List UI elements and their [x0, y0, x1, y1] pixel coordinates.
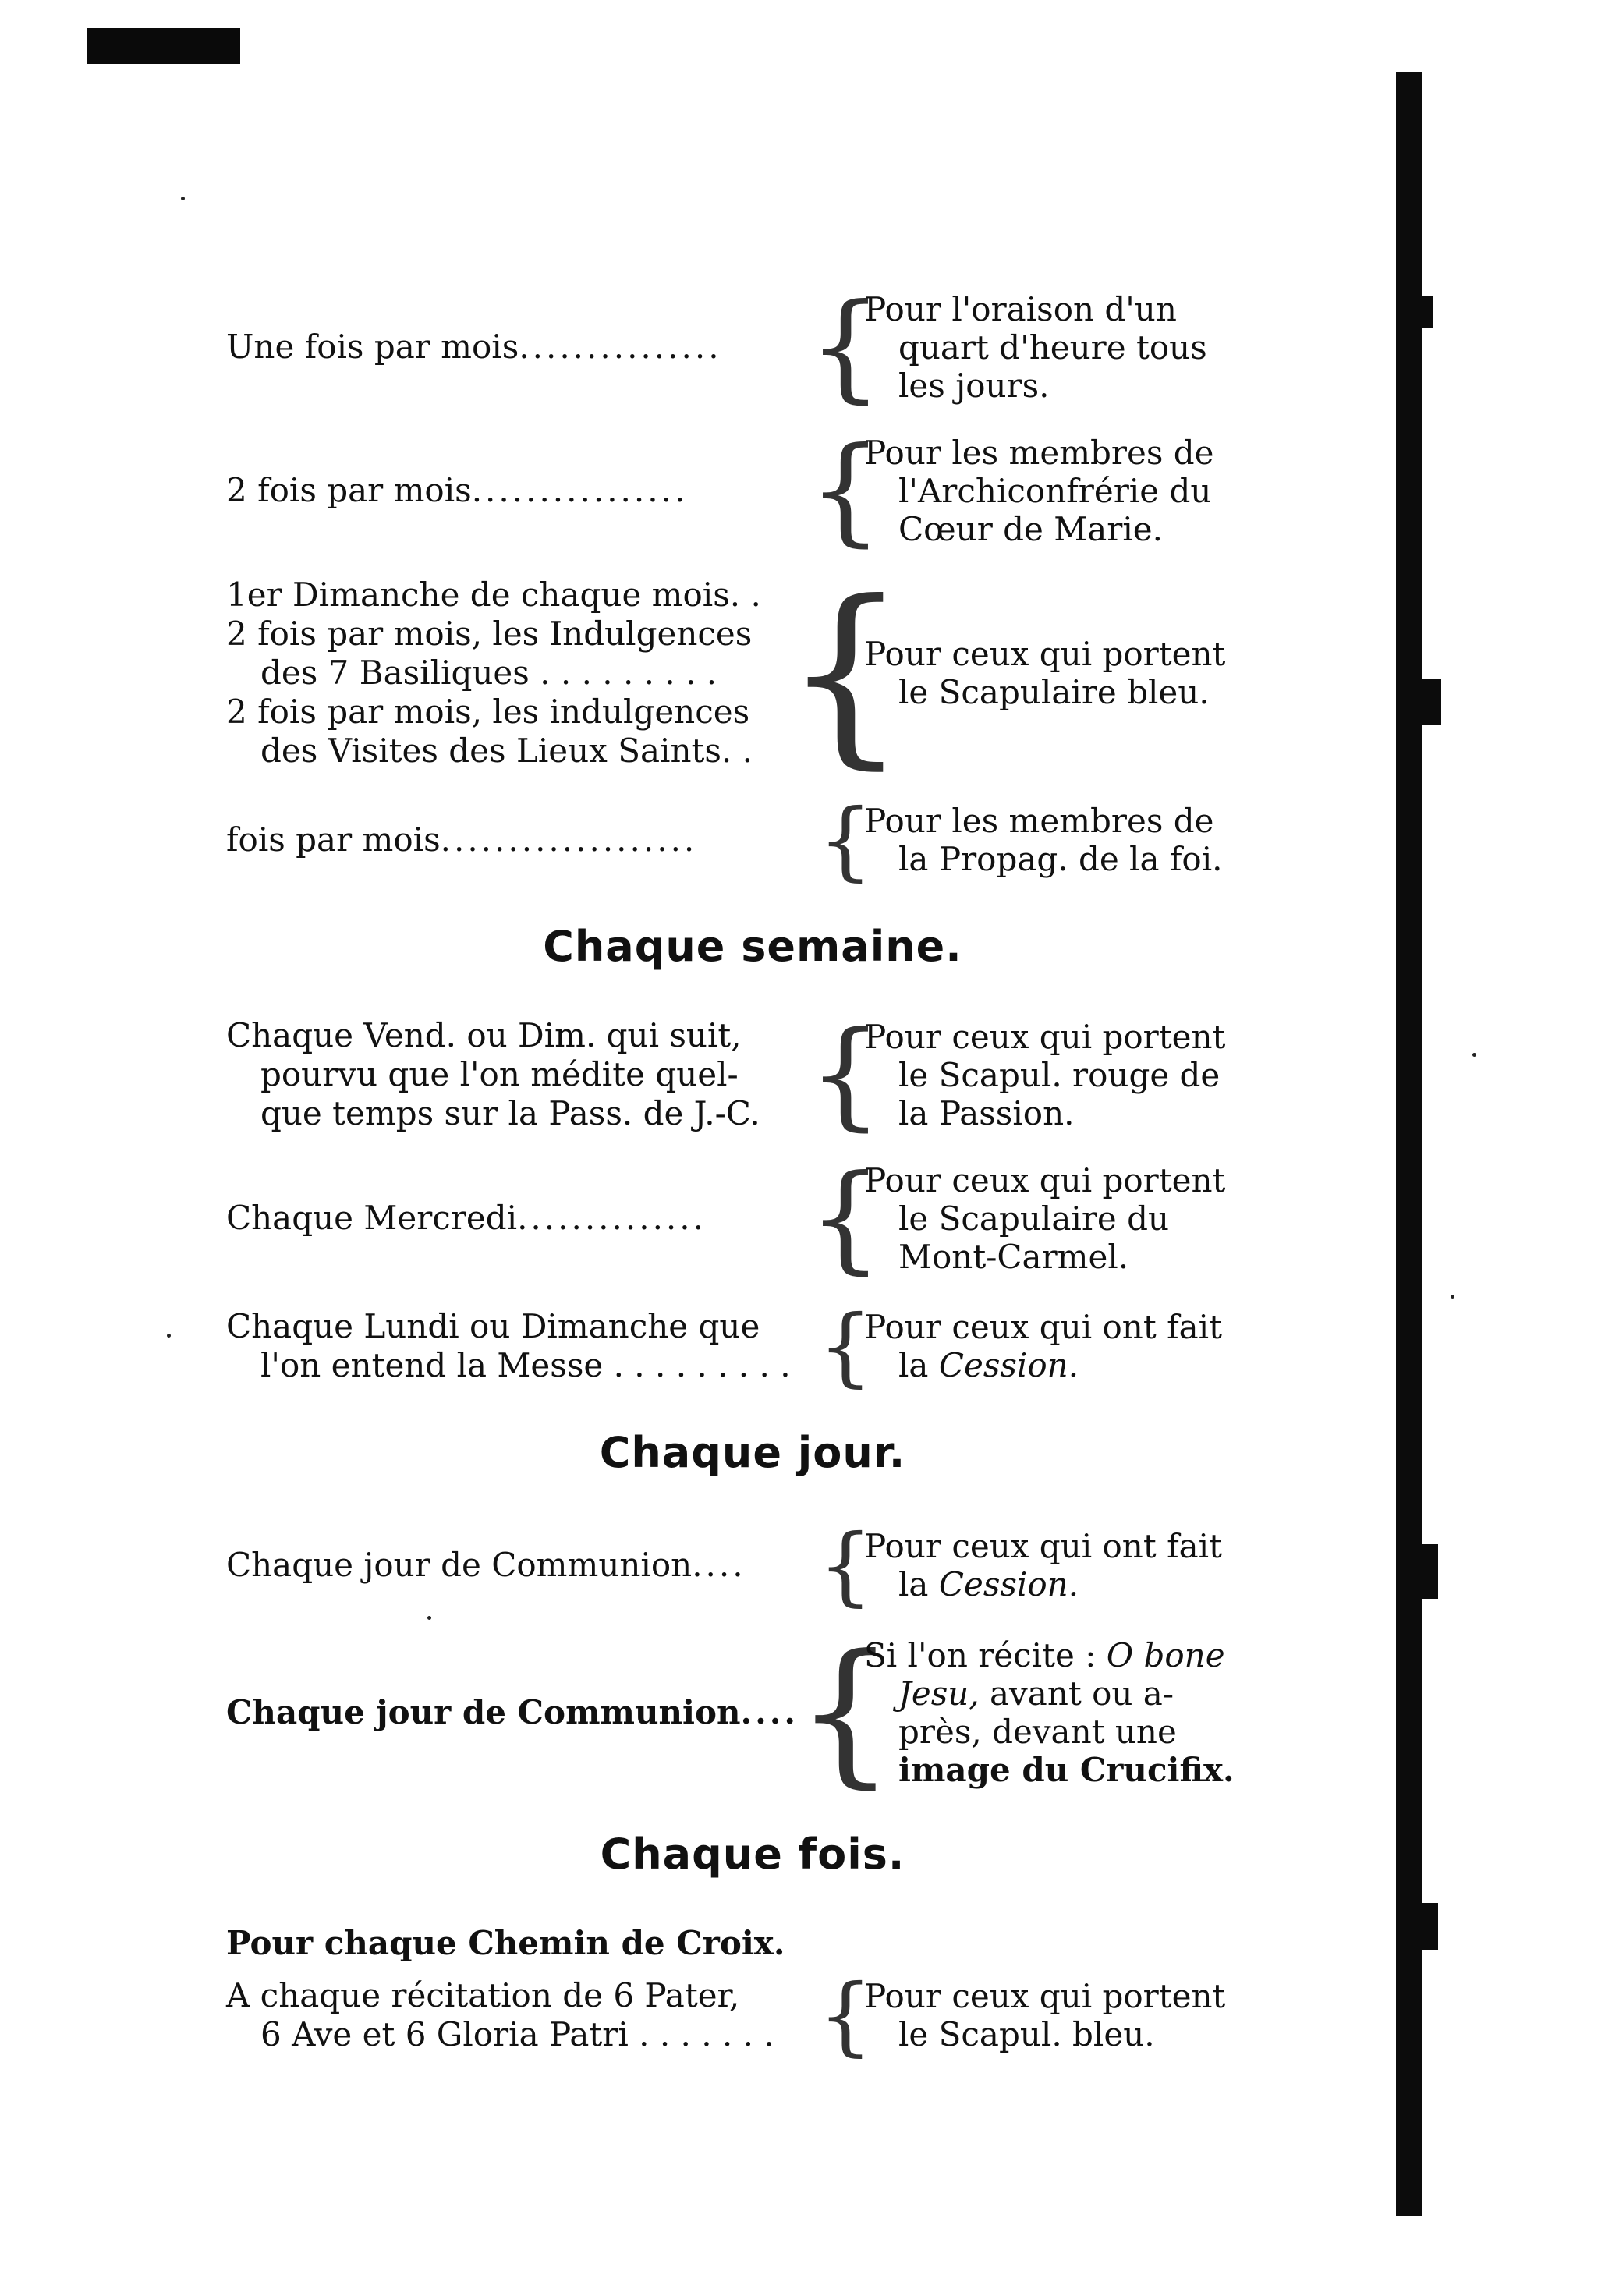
- paper-speck: [181, 197, 185, 200]
- frequency-line: 2 fois par mois, les Indulgences: [226, 615, 753, 653]
- table-row: [226, 1007, 1279, 1143]
- brace-icon: {: [818, 1296, 873, 1396]
- condition-line: Pour ceux qui portent: [864, 1160, 1226, 1199]
- condition-italic: Cession.: [938, 1346, 1079, 1384]
- spine-blot: [1410, 1544, 1438, 1599]
- indulgence-table: [226, 279, 1279, 2085]
- table-row: [226, 559, 1279, 786]
- brace-icon: {: [808, 423, 883, 558]
- standalone-entry: Pour chaque Chemin de Croix.: [226, 1924, 785, 1962]
- entry-frequency: [226, 471, 827, 510]
- paper-speck: [1451, 1295, 1454, 1299]
- spine-blot: [1410, 296, 1433, 328]
- entry-frequency: [226, 328, 827, 367]
- leader-dots: ..............: [517, 1199, 707, 1237]
- condition-line: la Propag. de la foi.: [898, 840, 1223, 878]
- condition-line: la Passion.: [898, 1093, 1075, 1132]
- condition-line: Pour les membres de: [864, 433, 1214, 472]
- leader-dots: ....: [692, 1546, 746, 1584]
- brace-icon: {: [808, 1007, 883, 1143]
- brace-icon: {: [808, 1150, 883, 1286]
- condition-line: image du Crucifix.: [898, 1751, 1235, 1789]
- section-title-weekly: Chaque semaine.: [543, 922, 962, 971]
- table-row: [226, 1621, 1279, 1803]
- condition-italic: O bone: [1106, 1636, 1225, 1674]
- condition-text: avant ou a-: [979, 1674, 1174, 1713]
- frequency-line: que temps sur la Pass. de J.-C.: [260, 1094, 760, 1132]
- leader-dots: ...............: [519, 328, 722, 366]
- entry-condition: [864, 1977, 1270, 2053]
- condition-line: [864, 1565, 1270, 1603]
- condition-line: Pour ceux qui ont fait: [864, 1308, 1222, 1346]
- entry-condition: [864, 635, 1270, 711]
- frequency-text: Chaque Mercredi: [226, 1199, 518, 1237]
- entry-frequency: [226, 1016, 827, 1133]
- condition-line: Pour ceux qui portent: [864, 635, 1226, 673]
- frequency-line: Chaque Lundi ou Dimanche que: [226, 1307, 760, 1345]
- table-row: [226, 790, 1279, 890]
- condition-line: [864, 1674, 1270, 1713]
- condition-line: [864, 1636, 1270, 1674]
- table-row: [226, 1150, 1279, 1286]
- condition-italic: Jesu,: [898, 1674, 980, 1713]
- condition-line: le Scapulaire bleu.: [898, 673, 1210, 711]
- condition-line: le Scapul. rouge de: [898, 1055, 1221, 1094]
- condition-line: Pour ceux qui portent: [864, 1977, 1226, 2015]
- leader-dots: ....: [740, 1693, 799, 1731]
- condition-line: Cœur de Marie.: [898, 509, 1163, 548]
- entry-condition: [864, 434, 1270, 548]
- brace-icon: {: [818, 1965, 873, 2065]
- condition-line: près, devant une: [898, 1713, 1177, 1751]
- condition-line: [864, 1346, 1270, 1384]
- frequency-line: pourvu que l'on médite quel-: [260, 1055, 739, 1093]
- condition-line: les jours.: [898, 366, 1050, 405]
- spine-blot: [1410, 679, 1441, 725]
- section-title-each-time: Chaque fois.: [600, 1830, 905, 1879]
- frequency-line: des Visites des Lieux Saints. .: [260, 732, 753, 770]
- entry-condition: [864, 802, 1270, 878]
- book-spine-edge: [1396, 72, 1422, 2216]
- spine-blot: [1410, 1903, 1438, 1950]
- entry-frequency: [226, 1546, 827, 1585]
- condition-line: Mont-Carmel.: [898, 1237, 1129, 1276]
- frequency-line: l'on entend la Messe . . . . . . . . .: [260, 1346, 791, 1384]
- entry-condition: [864, 1161, 1270, 1276]
- brace-icon: {: [818, 1515, 873, 1615]
- condition-line: Pour l'oraison d'un: [864, 289, 1177, 328]
- condition-line: le Scapulaire du: [898, 1199, 1170, 1238]
- condition-text: la: [898, 1346, 939, 1384]
- frequency-line: 2 fois par mois, les indulgences: [226, 693, 750, 731]
- condition-line: Pour les membres de: [864, 802, 1214, 840]
- section-title-daily: Chaque jour.: [599, 1428, 906, 1477]
- frequency-line: 6 Ave et 6 Gloria Patri . . . . . . .: [260, 2015, 774, 2053]
- entry-frequency: [226, 1976, 827, 2054]
- entry-condition: [864, 1018, 1270, 1132]
- condition-text: la: [898, 1565, 939, 1603]
- condition-italic: Cession.: [938, 1565, 1079, 1603]
- brace-icon: {: [808, 279, 883, 415]
- entry-frequency: [226, 576, 827, 771]
- condition-line: Pour ceux qui portent: [864, 1017, 1226, 1056]
- frequency-text: Chaque jour de Communion: [226, 1546, 693, 1584]
- table-row: [226, 279, 1279, 415]
- condition-line: le Scapul. bleu.: [898, 2015, 1155, 2053]
- paper-speck: [167, 1334, 171, 1338]
- entry-condition: [864, 1636, 1270, 1789]
- frequency-text: 2 fois par mois: [226, 471, 472, 509]
- frequency-text: Une fois par mois: [226, 328, 519, 366]
- leader-dots: ...................: [440, 820, 698, 859]
- frequency-line: 1er Dimanche de chaque mois. .: [226, 576, 761, 614]
- frequency-text: Chaque jour de Communion: [226, 1693, 741, 1731]
- table-row: [226, 1296, 1279, 1396]
- entry-frequency: [226, 820, 827, 859]
- entry-frequency: [226, 1693, 827, 1732]
- condition-line: Pour ceux qui ont fait: [864, 1527, 1222, 1565]
- table-row: [226, 423, 1279, 558]
- frequency-line: A chaque récitation de 6 Pater,: [226, 1976, 740, 2014]
- table-row: [226, 1965, 1279, 2065]
- condition-line: quart d'heure tous: [898, 328, 1207, 367]
- corner-ink-mark: [87, 28, 240, 64]
- condition-text: Si l'on récite :: [864, 1636, 1107, 1674]
- paper-speck: [1472, 1053, 1476, 1057]
- table-row: [226, 1515, 1279, 1615]
- brace-icon: {: [795, 1621, 895, 1803]
- entry-condition: [864, 1527, 1270, 1603]
- entry-condition: [864, 1308, 1270, 1384]
- entry-condition: [864, 290, 1270, 405]
- brace-icon: {: [818, 790, 873, 890]
- brace-icon: {: [783, 559, 908, 786]
- leader-dots: ................: [471, 471, 689, 509]
- frequency-text: fois par mois: [226, 820, 441, 859]
- entry-frequency: [226, 1199, 827, 1238]
- frequency-line: des 7 Basiliques . . . . . . . . .: [260, 654, 717, 692]
- frequency-line: Chaque Vend. ou Dim. qui suit,: [226, 1016, 742, 1054]
- condition-line: l'Archiconfrérie du: [898, 471, 1212, 510]
- entry-frequency: [226, 1307, 827, 1385]
